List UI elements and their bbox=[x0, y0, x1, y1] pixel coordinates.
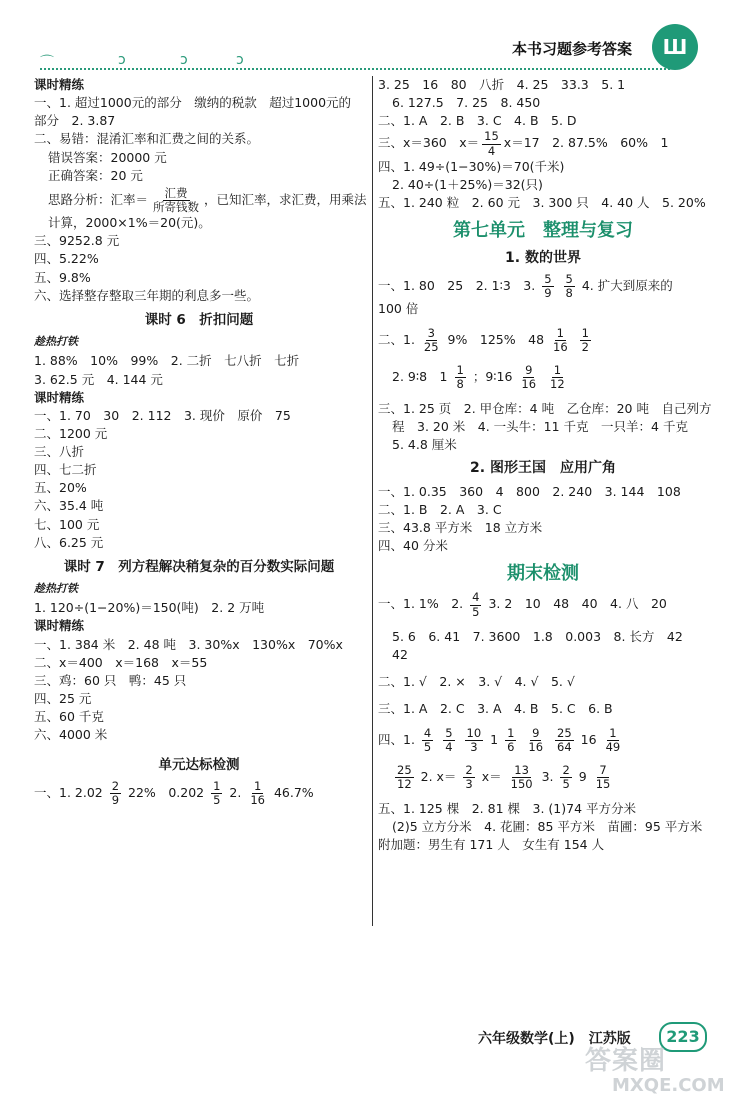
fraction: $\frac{1}{6}$ bbox=[507, 726, 515, 755]
answer-line: 二、x＝400 x＝168 x＝55 bbox=[34, 654, 208, 670]
page-number: 223 bbox=[659, 1022, 707, 1052]
answer-line: 附加题：男生有 171 人 女生有 154 人 bbox=[378, 837, 605, 853]
lesson-heading: 课时 7 列方程解决稍复杂的百分数实际问题 bbox=[63, 558, 335, 575]
final-exam-heading: 期末检测 bbox=[507, 563, 579, 585]
answer-line: 五、1. 125 棵 2. 81 棵 3. (1)74 平方分米 bbox=[378, 801, 636, 817]
watermark: 答案圈 bbox=[585, 1046, 667, 1076]
fraction: $\frac{5}{4}$ bbox=[445, 726, 453, 755]
answer-line: 二、1. √ 2. × 3. √ 4. √ 5. √ bbox=[378, 673, 575, 689]
fraction: $\frac{9}{16}$ bbox=[528, 726, 544, 755]
answer-line: 四、1. $\frac{4}{5}$ $\frac{5}{4}$ $\frac{10}{3}$ 1 $\frac{1}{6}$ $\frac{9}{16}$ $\frac{25}{64}$ 16 $\frac{1}{49}$ bbox=[378, 726, 621, 755]
answer-line: 程 3. 20 米 4. 一头牛：11 千克 一只羊：4 千克 bbox=[392, 419, 688, 435]
answer-line: 三、x＝360 x＝ $\frac{15}{4}$ x＝17 2. 87.5% 60% 1 bbox=[378, 129, 669, 158]
fraction: $\frac{4}{5}$ bbox=[423, 726, 432, 755]
answer-line: 三、9252.8 元 bbox=[34, 233, 120, 249]
fraction: $\frac{4}{5}$ bbox=[472, 590, 480, 619]
answer-line: 三、八折 bbox=[34, 444, 85, 459]
swirl-decoration-icon: ↄ bbox=[118, 52, 126, 68]
fraction: $\frac{3}{25}$ bbox=[423, 326, 439, 355]
answer-line: 四、25 元 bbox=[34, 690, 92, 706]
footer-book-title: 六年级数学(上) 江苏版 bbox=[478, 1031, 631, 1047]
answer-line: 三、1. A 2. C 3. A 4. B 5. C 6. B bbox=[378, 701, 613, 717]
fraction: $\frac{1}{16}$ bbox=[553, 326, 568, 355]
answer-line: 5. 6 6. 41 7. 3600 1.8 0.003 8. 长方 42 bbox=[392, 628, 683, 644]
answer-line: 二、1. A 2. B 3. C 4. B 5. D bbox=[378, 113, 577, 129]
fraction: $\frac{1}{16}$ bbox=[250, 778, 265, 808]
fraction: $\frac{1}{49}$ bbox=[605, 726, 621, 755]
answer-line: 三、43.8 平方米 18 立方米 bbox=[378, 519, 543, 535]
header-title: 本书习题参考答案 bbox=[512, 40, 633, 58]
header-dotted-line bbox=[40, 68, 670, 70]
fraction: $\frac{1}{2}$ bbox=[581, 326, 589, 355]
subsection-heading: 2. 图形王国 应用广角 bbox=[470, 460, 616, 477]
answer-line: 3. 25 16 80 八折 4. 25 33.3 5. 1 bbox=[378, 77, 626, 92]
fraction: $\frac{2}{3}$ bbox=[465, 762, 473, 791]
answer-line: 四、1. 49÷(1−30%)＝70(千米) bbox=[378, 158, 565, 174]
section-heading: 课时精练 bbox=[34, 618, 85, 634]
answer-line: 七、100 元 bbox=[34, 516, 100, 532]
answer-line: 1. 120÷(1−20%)＝150(吨) 2. 2 万吨 bbox=[34, 600, 265, 616]
subsection-heading: 1. 数的世界 bbox=[505, 250, 581, 267]
swirl-decoration-icon: ⌒ bbox=[40, 55, 54, 71]
swirl-decoration-icon: ↄ bbox=[180, 52, 188, 68]
answer-line: 二、1. $\frac{3}{25}$ 9% 125% 48 $\frac{1}{16}$ $\frac{1}{2}$ bbox=[378, 326, 589, 355]
answer-line: 正确答案：20 元 bbox=[48, 167, 143, 183]
answer-line: 部分 2. 3.87 bbox=[34, 113, 116, 129]
fraction: $\frac{1}{8}$ bbox=[456, 362, 464, 391]
answer-line: 一、1. 1% 2. $\frac{4}{5}$ 3. 2 10 48 40 4. 八 20 bbox=[378, 590, 667, 619]
fraction: $\frac{13}{150}$ bbox=[510, 762, 533, 791]
fraction: $\frac{5}{9}$ bbox=[544, 271, 552, 300]
fraction: $\frac{5}{8}$ bbox=[565, 271, 573, 300]
answer-line: (2)5 立方分米 4. 花圃：85 平方米 苗圃：95 平方米 bbox=[392, 819, 703, 835]
fraction: $\frac{\text{汇费}}{\text{所寄钱数}}$ bbox=[153, 185, 200, 214]
answer-line: 计算，2000×1%＝20(元)。 bbox=[48, 215, 211, 231]
answer-line: 四、七二折 bbox=[34, 462, 97, 478]
answer-line: 二、易错：混淆汇率和汇费之间的关系。 bbox=[34, 131, 260, 147]
answer-line: 一、1. 超过1000元的部分 缴纳的税款 超过1000元的 bbox=[34, 95, 352, 111]
section-heading: 课时精练 bbox=[34, 77, 85, 92]
warmup-label: 趁热打铁 bbox=[34, 582, 78, 596]
column-divider bbox=[372, 76, 373, 926]
fraction: $\frac{9}{16}$ bbox=[521, 362, 537, 391]
fraction: $\frac{2}{5}$ bbox=[562, 762, 570, 791]
warmup-label: 趁热打铁 bbox=[34, 335, 78, 349]
answer-line: 五、1. 240 粒 2. 60 元 3. 300 只 4. 40 人 5. 20% bbox=[378, 195, 706, 211]
answer-line: 二、1200 元 bbox=[34, 425, 108, 441]
fraction: $\frac{15}{4}$ bbox=[484, 129, 499, 158]
answer-line: 四、5.22% bbox=[34, 251, 99, 267]
answer-line: 三、鸡：60 只 鸭：45 只 bbox=[34, 672, 187, 688]
unit-test-heading: 单元达标检测 bbox=[158, 757, 240, 774]
answer-line: 五、9.8% bbox=[34, 269, 91, 285]
watermark-url: MXQE.COM bbox=[612, 1075, 725, 1096]
answer-line: 1. 88% 10% 99% 2. 二折 七八折 七折 bbox=[34, 353, 300, 369]
answer-line: 五、60 千克 bbox=[34, 709, 104, 725]
fraction: $\frac{10}{3}$ bbox=[466, 726, 482, 755]
answer-line: 100 倍 bbox=[378, 301, 419, 317]
answer-line: 六、35.4 吨 bbox=[34, 498, 104, 514]
lesson-heading: 课时 6 折扣问题 bbox=[144, 311, 254, 328]
answer-line: 一、1. 384 米 2. 48 吨 3. 30%x 130%x 70%x bbox=[34, 636, 343, 652]
answer-line: 五、20% bbox=[34, 480, 87, 496]
answer-line: 一、1. 2.02 $\frac{2}{9}$ 22% 0.202 $\frac{1}{5}$ 2. $\frac{1}{16}$ 46.7% bbox=[34, 778, 314, 808]
answer-line: 错误答案：20000 元 bbox=[48, 149, 167, 165]
fraction: $\frac{1}{12}$ bbox=[550, 362, 565, 391]
answer-line: 3. 62.5 元 4. 144 元 bbox=[34, 371, 163, 387]
answer-line: 一、1. 80 25 2. 1∶3 3. $\frac{5}{9}$ $\frac{5}{8}$ 4. 扩大到原来的 bbox=[378, 271, 673, 300]
left-column bbox=[34, 76, 367, 808]
answer-line: 三、1. 25 页 2. 甲仓库：4 吨 乙仓库：20 吨 自己列方 bbox=[378, 401, 712, 417]
book-logo-icon: Ш bbox=[652, 24, 698, 70]
answer-line: 六、4000 米 bbox=[34, 727, 108, 743]
section-heading: 课时精练 bbox=[34, 389, 85, 405]
answer-line: 二、1. B 2. A 3. C bbox=[378, 501, 502, 517]
answer-line: 四、40 分米 bbox=[378, 538, 448, 554]
answer-line: 2. 9∶8 1 $\frac{1}{8}$ ；9∶16 $\frac{9}{16}$ $\frac{1}{12}$ bbox=[392, 362, 565, 391]
answer-line: 42 bbox=[392, 646, 408, 662]
fraction: $\frac{1}{5}$ bbox=[213, 778, 221, 808]
answer-line: 5. 4.8 厘米 bbox=[392, 437, 457, 453]
answer-line: 八、6.25 元 bbox=[34, 534, 104, 550]
answer-line: 六、选择整存整取三年期的利息多一些。 bbox=[34, 287, 260, 303]
swirl-decoration-icon: ↄ bbox=[236, 52, 244, 68]
fraction: $\frac{25}{64}$ bbox=[557, 726, 572, 755]
fraction: $\frac{7}{15}$ bbox=[595, 762, 611, 791]
answer-line: $\frac{25}{12}$ 2. x＝ $\frac{2}{3}$ x＝ $\frac{13}{150}$ 3. $\frac{2}{5}$ 9 $\frac{7}{15}$ bbox=[397, 762, 611, 791]
fraction: $\frac{25}{12}$ bbox=[397, 762, 412, 791]
answer-line: 6. 127.5 7. 25 8. 450 bbox=[392, 95, 541, 111]
answer-line: 一、1. 0.35 360 4 800 2. 240 3. 144 108 bbox=[378, 483, 681, 499]
answer-line: 思路分析：汇率＝ $\frac{\text{汇费}}{\text{所寄钱数}}$ ，已知汇率，求汇费，用乘法 bbox=[48, 185, 367, 214]
unit-seven-heading: 第七单元 整理与复习 bbox=[453, 220, 633, 242]
answer-line: 一、1. 70 30 2. 112 3. 现价 原价 75 bbox=[34, 407, 291, 423]
right-column bbox=[378, 76, 712, 854]
fraction: $\frac{2}{9}$ bbox=[111, 778, 120, 808]
answer-line: 2. 40÷(1＋25%)＝32(只) bbox=[392, 176, 543, 192]
